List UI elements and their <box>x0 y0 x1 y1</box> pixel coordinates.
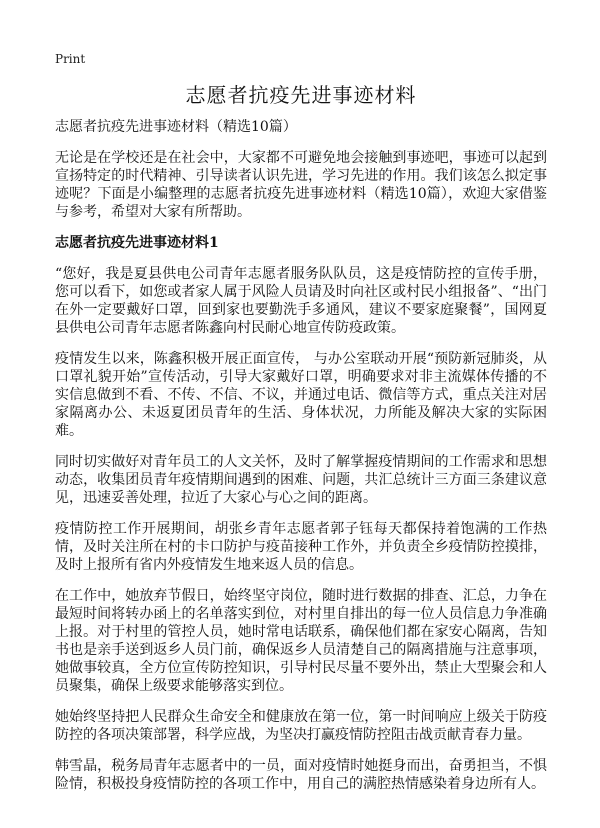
intro-paragraph: 无论是在学校还是在社会中，大家都不可避免地会接触到事迹吧，事迹可以起到宣扬特定的时代精神、引导读者认识先进，学习先进的作用。我们该怎么拟定事迹呢？下面是小编整理的志愿者抗疫先进事迹材料（精选10篇），欢迎大家借鉴与参考，希望对大家有所帮助。 <box>55 150 547 220</box>
document-subtitle: 志愿者抗疫先进事迹材料（精选10篇） <box>55 119 297 135</box>
document-title: 志愿者抗疫先进事迹材料 <box>185 83 417 107</box>
body-paragraph: 在工作中，她放弃节假日，始终坚守岗位，随时进行数据的排查、汇总，力争在最短时间将转办函上的名单落实到位，对村里自排出的每一位人员信息力争准确上报。对于村里的管控人员，她时常电话联系，确保他们都在家安心隔离，告知书也是亲手送到返乡人员门前，确保返乡人员清楚自己的隔离措施与注意事项，她做事较真，全方位宣传防控知识，引导村民尽量不要外出，禁止大型聚会和人员聚集，确保上级要求能够落实到位。 <box>55 588 547 694</box>
body-paragraph: 她始终坚持把人民群众生命安全和健康放在第一位，第一时间响应上级关于防疫防控的各项决策部署，科学应战，为坚决打赢疫情防控阻击战贡献青春力量。 <box>55 709 547 743</box>
body-paragraph: 疫情发生以来，陈鑫积极开展正面宣传， 与办公室联动开展“预防新冠肺炎，从口罩礼貌开始”宣传活动，引导大家戴好口罩，明确要求对非主流媒体传播的不实信息做到不看、不传、不信、不议，并通过电话、微信等方式，重点关注对居家隔离办公、未返夏团员青年的生活、身体状况，力所能及解决大家的实际困难。 <box>55 351 547 439</box>
body-paragraph: “您好，我是夏县供电公司青年志愿者服务队队员，这是疫情防控的宣传手册，您可以看下，如您或者家人属于风险人员请及时向社区或村民小组报备”、“出门在外一定要戴好口罩，回到家也要勤洗手多通风，建议不要家庭聚餐”，国网夏县供电公司青年志愿者陈鑫向村民耐心地宣传防疫政策。 <box>55 266 547 336</box>
body-paragraph: 韩雪晶，税务局青年志愿者中的一员，面对疫情时她挺身而出，奋勇担当，不惧险情，积极投身疫情防控的各项工作中，用自己的满腔热情感染着身边所有人。 <box>55 758 547 792</box>
body-paragraph: 疫情防控工作开展期间，胡张乡青年志愿者郭子钰每天都保持着饱满的工作热情，及时关注所在村的卡口防护与疫苗接种工作外，并负责全乡疫情防控摸排，及时上报所有省内外疫情发生地来返人员的信息。 <box>55 521 547 573</box>
body-paragraph: 同时切实做好对青年员工的人文关怀，及时了解掌握疫情期间的工作需求和思想动态，收集团员青年疫情期间遇到的困难、问题，共汇总统计三方面三条建议意见，迅速妥善处理，拉近了大家心与心之间的距离。 <box>55 454 547 506</box>
section-heading: 志愿者抗疫先进事迹材料1 <box>55 235 219 251</box>
print-link[interactable]: Print <box>55 52 86 66</box>
